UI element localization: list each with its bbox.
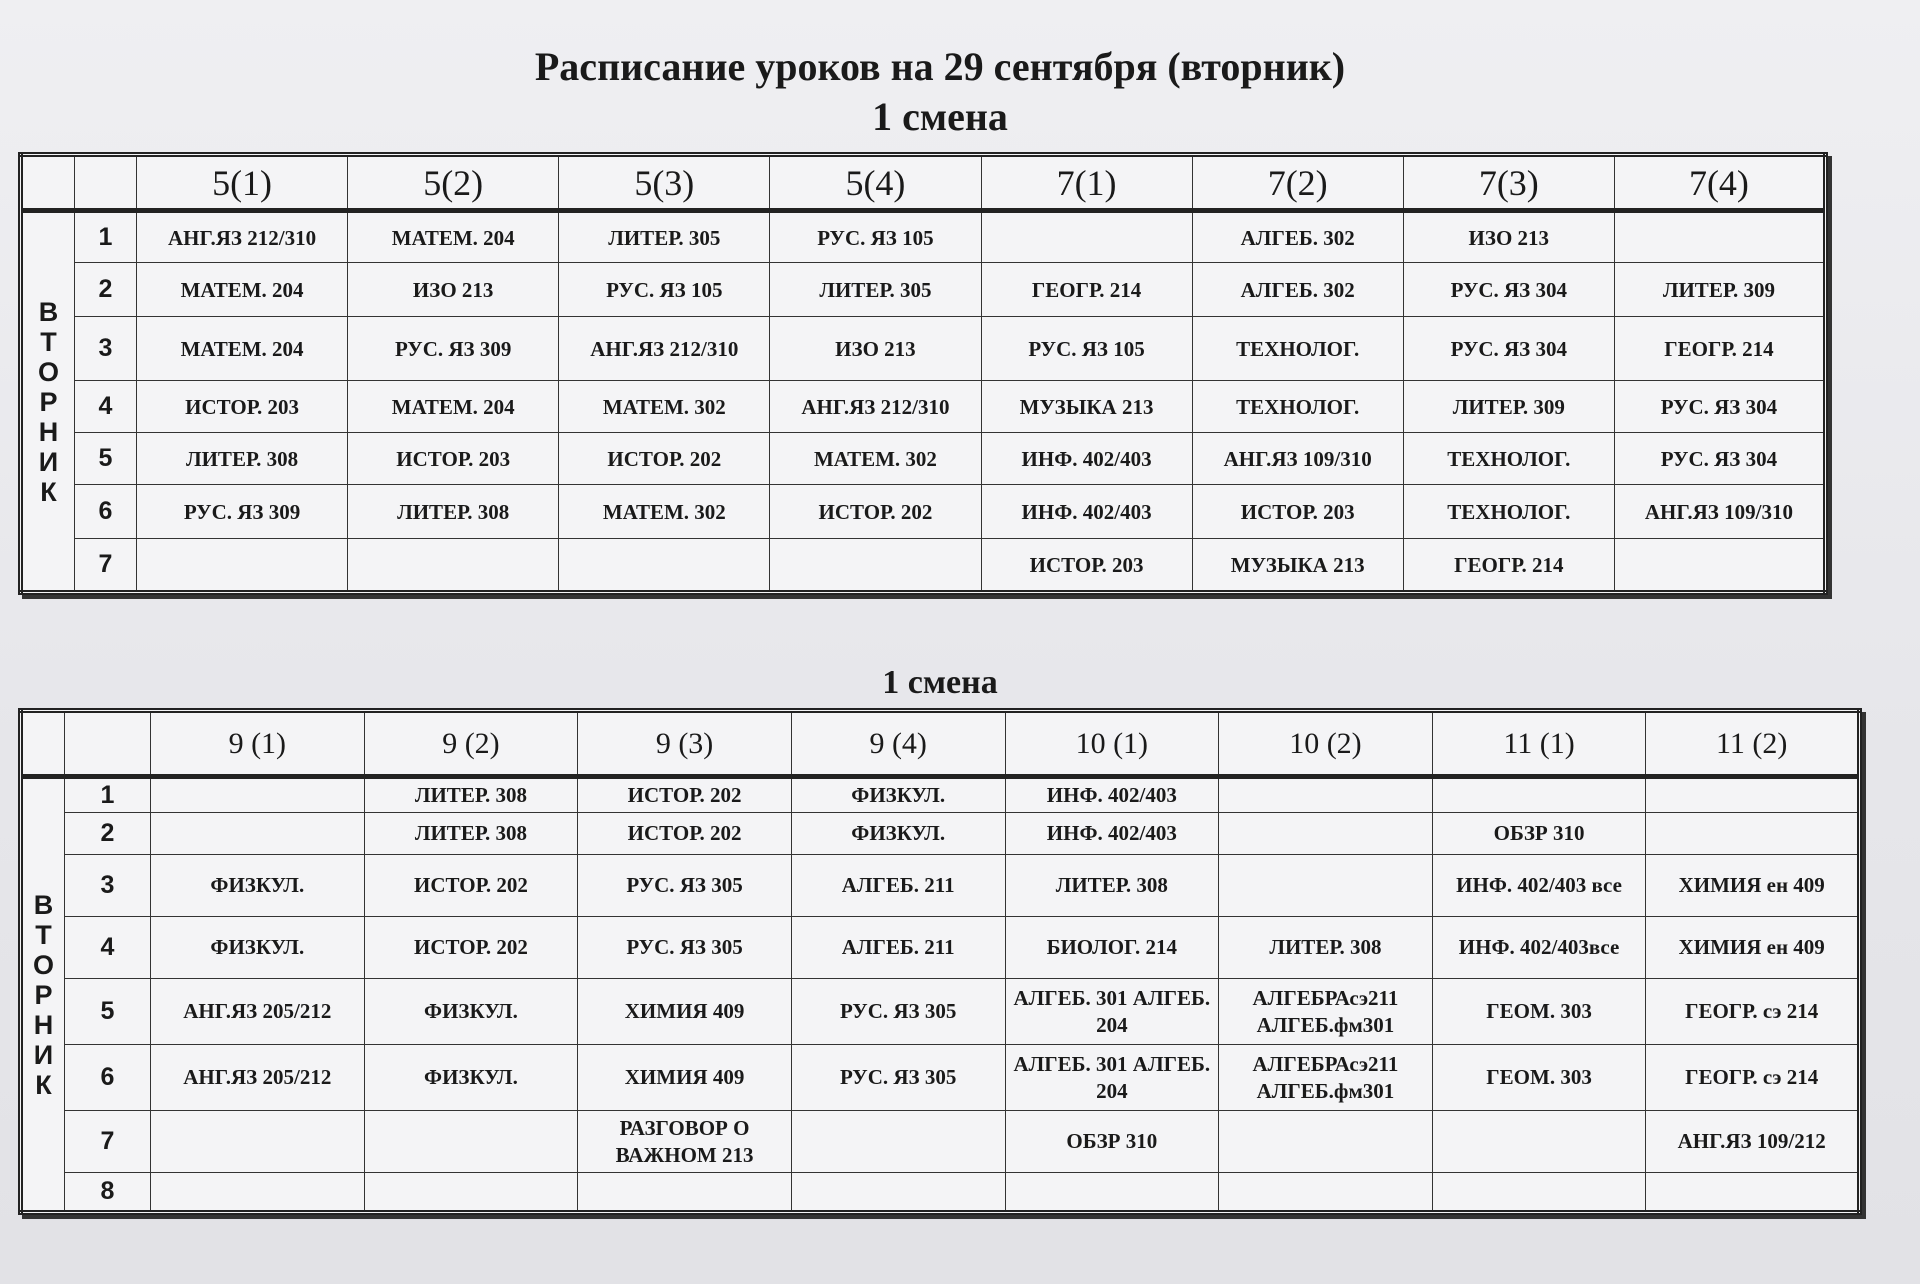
lesson-number: 3	[65, 855, 151, 917]
lesson-number: 7	[65, 1111, 151, 1173]
lesson-cell	[791, 1173, 1005, 1213]
lesson-cell	[364, 1173, 578, 1213]
lesson-cell: АНГ.ЯЗ 212/310	[137, 211, 348, 263]
lesson-cell: ИЗО 213	[348, 263, 559, 317]
lesson-number: 3	[75, 317, 137, 381]
lesson-cell	[1646, 813, 1860, 855]
lesson-cell: РУС. ЯЗ 105	[770, 211, 981, 263]
lesson-number: 5	[65, 979, 151, 1045]
page-title: Расписание уроков на 29 сентября (вторник)	[534, 44, 1346, 89]
lesson-cell	[151, 1173, 365, 1213]
lesson-cell: ИЗО 213	[770, 317, 981, 381]
lesson-cell: МУЗЫКА 213	[1192, 539, 1403, 593]
day-letter: Н	[33, 1009, 54, 1040]
day-letter: К	[40, 476, 57, 507]
lesson-cell: ИНФ. 402/403все	[1432, 917, 1646, 979]
lesson-cell: АНГ.ЯЗ 205/212	[151, 979, 365, 1045]
day-letter: Т	[35, 919, 52, 950]
lesson-cell	[364, 1111, 578, 1173]
lesson-cell: АНГ.ЯЗ 109/310	[1614, 485, 1825, 539]
lesson-cell	[1219, 855, 1433, 917]
lesson-cell: АЛГЕБ. 211	[791, 855, 1005, 917]
schedule-table-grades-5-7	[18, 152, 1828, 595]
day-letter: Т	[40, 326, 57, 357]
lesson-cell: ЛИТЕР. 305	[559, 211, 770, 263]
lesson-cell: ИСТОР. 202	[364, 917, 578, 979]
lesson-cell: РУС. ЯЗ 304	[1403, 317, 1614, 381]
lesson-cell: ИНФ. 402/403	[981, 433, 1192, 485]
lesson-cell	[151, 1111, 365, 1173]
lesson-row	[21, 263, 1826, 317]
lesson-cell	[1646, 1173, 1860, 1213]
class-header: 11 (1)	[1432, 711, 1646, 777]
lesson-cell: АНГ.ЯЗ 109/212	[1646, 1111, 1860, 1173]
lesson-cell	[1219, 777, 1433, 813]
lesson-cell: МАТЕМ. 302	[559, 381, 770, 433]
lesson-cell: РУС. ЯЗ 105	[559, 263, 770, 317]
lesson-cell	[1219, 813, 1433, 855]
class-header: 7(4)	[1614, 155, 1825, 211]
lesson-cell: РАЗГОВОР О ВАЖНОМ 213	[578, 1111, 792, 1173]
lesson-cell	[770, 539, 981, 593]
lesson-cell	[151, 813, 365, 855]
shift-label-2: 1 смена	[882, 664, 998, 701]
lesson-cell: ЛИТЕР. 308	[1005, 855, 1219, 917]
lesson-cell: РУС. ЯЗ 309	[137, 485, 348, 539]
class-header: 10 (2)	[1219, 711, 1433, 777]
class-header: 7(1)	[981, 155, 1192, 211]
lesson-cell	[1646, 777, 1860, 813]
lesson-number: 2	[65, 813, 151, 855]
corner-cell	[65, 711, 151, 777]
lesson-cell: ИСТОР. 202	[578, 777, 792, 813]
lesson-row	[21, 211, 1826, 263]
lesson-cell: ОБЗР 310	[1005, 1111, 1219, 1173]
lesson-row	[21, 917, 1860, 979]
day-letter: О	[37, 356, 59, 387]
lesson-cell: ИСТОР. 203	[1192, 485, 1403, 539]
header-row	[21, 155, 1826, 211]
day-letter: О	[32, 949, 54, 980]
lesson-number: 6	[65, 1045, 151, 1111]
lesson-cell: ИЗО 213	[1403, 211, 1614, 263]
class-header: 5(1)	[137, 155, 348, 211]
lesson-cell: ИСТОР. 202	[578, 813, 792, 855]
lesson-cell	[1614, 211, 1825, 263]
lesson-row	[21, 485, 1826, 539]
lesson-cell: ТЕХНОЛОГ.	[1403, 485, 1614, 539]
lesson-cell	[791, 1111, 1005, 1173]
lesson-cell: ИСТОР. 203	[348, 433, 559, 485]
day-label	[21, 777, 65, 1213]
lesson-cell: ИСТОР. 202	[364, 855, 578, 917]
lesson-cell: ГЕОГР. 214	[1403, 539, 1614, 593]
lesson-cell: АЛГЕБ. 302	[1192, 211, 1403, 263]
lesson-row	[21, 1045, 1860, 1111]
lesson-cell: МАТЕМ. 302	[559, 485, 770, 539]
lesson-row	[21, 539, 1826, 593]
class-header: 11 (2)	[1646, 711, 1860, 777]
lesson-cell: ТЕХНОЛОГ.	[1192, 317, 1403, 381]
lesson-cell: МАТЕМ. 302	[770, 433, 981, 485]
lesson-cell	[1005, 1173, 1219, 1213]
lesson-cell: РУС. ЯЗ 305	[791, 979, 1005, 1045]
lesson-cell: ФИЗКУЛ.	[364, 979, 578, 1045]
class-header: 9 (4)	[791, 711, 1005, 777]
class-header: 9 (1)	[151, 711, 365, 777]
lesson-cell	[1219, 1173, 1433, 1213]
lesson-cell: АЛГЕБРАсэ211 АЛГЕБ.фм301	[1219, 979, 1433, 1045]
lesson-cell: ХИМИЯ ен 409	[1646, 855, 1860, 917]
lesson-row	[21, 1111, 1860, 1173]
class-header: 5(3)	[559, 155, 770, 211]
lesson-cell: ГЕОГР. 214	[1614, 317, 1825, 381]
lesson-cell: АЛГЕБРАсэ211 АЛГЕБ.фм301	[1219, 1045, 1433, 1111]
corner-cell	[21, 711, 65, 777]
lesson-cell: МАТЕМ. 204	[348, 211, 559, 263]
lesson-cell: МАТЕМ. 204	[137, 317, 348, 381]
corner-cell	[75, 155, 137, 211]
lesson-cell	[1614, 539, 1825, 593]
lesson-number: 8	[65, 1173, 151, 1213]
lesson-cell: АНГ.ЯЗ 212/310	[559, 317, 770, 381]
lesson-row	[21, 433, 1826, 485]
lesson-cell: ХИМИЯ 409	[578, 1045, 792, 1111]
lesson-cell: ГЕОГР. сэ 214	[1646, 1045, 1860, 1111]
lesson-cell: ИНФ. 402/403 все	[1432, 855, 1646, 917]
lesson-cell: ФИЗКУЛ.	[791, 813, 1005, 855]
lesson-cell: ИСТОР. 202	[559, 433, 770, 485]
lesson-cell: ХИМИЯ ен 409	[1646, 917, 1860, 979]
lesson-number: 1	[65, 777, 151, 813]
lesson-cell: ИСТОР. 203	[981, 539, 1192, 593]
lesson-cell: АЛГЕБ. 302	[1192, 263, 1403, 317]
lesson-cell: ИСТОР. 202	[770, 485, 981, 539]
lesson-cell: МУЗЫКА 213	[981, 381, 1192, 433]
lesson-cell: ЛИТЕР. 309	[1403, 381, 1614, 433]
lesson-cell: ТЕХНОЛОГ.	[1403, 433, 1614, 485]
lesson-cell: РУС. ЯЗ 305	[791, 1045, 1005, 1111]
lesson-cell: ГЕОГР. сэ 214	[1646, 979, 1860, 1045]
class-header: 7(3)	[1403, 155, 1614, 211]
lesson-cell: ФИЗКУЛ.	[791, 777, 1005, 813]
day-letter: И	[33, 1039, 54, 1070]
lesson-cell	[1432, 1173, 1646, 1213]
lesson-row	[21, 381, 1826, 433]
lesson-cell: АНГ.ЯЗ 212/310	[770, 381, 981, 433]
lesson-row	[21, 813, 1860, 855]
lesson-number: 4	[75, 381, 137, 433]
lesson-number: 4	[65, 917, 151, 979]
lesson-cell	[578, 1173, 792, 1213]
lesson-row	[21, 979, 1860, 1045]
lesson-cell: МАТЕМ. 204	[348, 381, 559, 433]
lesson-cell: ИНФ. 402/403	[1005, 813, 1219, 855]
class-header: 5(4)	[770, 155, 981, 211]
header-row	[21, 711, 1860, 777]
day-label	[21, 211, 75, 593]
lesson-cell: АНГ.ЯЗ 205/212	[151, 1045, 365, 1111]
lesson-cell: РУС. ЯЗ 309	[348, 317, 559, 381]
lesson-cell: ЛИТЕР. 308	[1219, 917, 1433, 979]
lesson-number: 1	[75, 211, 137, 263]
lesson-cell: ИНФ. 402/403	[981, 485, 1192, 539]
lesson-cell: АЛГЕБ. 211	[791, 917, 1005, 979]
class-header: 5(2)	[348, 155, 559, 211]
day-letter: Р	[34, 979, 53, 1010]
lesson-cell	[559, 539, 770, 593]
lesson-cell: РУС. ЯЗ 105	[981, 317, 1192, 381]
lesson-cell: РУС. ЯЗ 305	[578, 917, 792, 979]
lesson-cell: РУС. ЯЗ 305	[578, 855, 792, 917]
lesson-cell	[1432, 777, 1646, 813]
lesson-cell: МАТЕМ. 204	[137, 263, 348, 317]
lesson-number: 2	[75, 263, 137, 317]
lesson-cell: АЛГЕБ. 301 АЛГЕБ. 204	[1005, 979, 1219, 1045]
lesson-cell: ТЕХНОЛОГ.	[1192, 381, 1403, 433]
lesson-cell: ЛИТЕР. 308	[348, 485, 559, 539]
lesson-cell: РУС. ЯЗ 304	[1614, 381, 1825, 433]
class-header: 7(2)	[1192, 155, 1403, 211]
lesson-cell: БИОЛОГ. 214	[1005, 917, 1219, 979]
class-header: 9 (3)	[578, 711, 792, 777]
lesson-cell: ЛИТЕР. 308	[364, 777, 578, 813]
shift-label-1: 1 смена	[872, 94, 1008, 139]
lesson-cell: ФИЗКУЛ.	[151, 917, 365, 979]
lesson-cell: ЛИТЕР. 308	[364, 813, 578, 855]
lesson-row	[21, 855, 1860, 917]
day-letter: К	[35, 1069, 52, 1100]
lesson-row	[21, 777, 1860, 813]
lesson-cell: ОБЗР 310	[1432, 813, 1646, 855]
lesson-cell	[1219, 1111, 1433, 1173]
day-letter: Н	[38, 416, 59, 447]
lesson-cell	[348, 539, 559, 593]
class-header: 10 (1)	[1005, 711, 1219, 777]
lesson-cell: ФИЗКУЛ.	[151, 855, 365, 917]
lesson-number: 6	[75, 485, 137, 539]
day-letter: Р	[39, 386, 58, 417]
lesson-cell: АНГ.ЯЗ 109/310	[1192, 433, 1403, 485]
class-header: 9 (2)	[364, 711, 578, 777]
lesson-cell: ИСТОР. 203	[137, 381, 348, 433]
day-letter: И	[38, 446, 59, 477]
lesson-cell: ХИМИЯ 409	[578, 979, 792, 1045]
lesson-cell	[1432, 1111, 1646, 1173]
lesson-cell	[981, 211, 1192, 263]
schedule-table-grades-9-11	[18, 708, 1862, 1215]
day-letter: В	[33, 889, 54, 920]
lesson-cell: ГЕОГР. 214	[981, 263, 1192, 317]
lesson-row	[21, 317, 1826, 381]
corner-cell	[21, 155, 75, 211]
lesson-cell: РУС. ЯЗ 304	[1403, 263, 1614, 317]
lesson-cell: ФИЗКУЛ.	[364, 1045, 578, 1111]
lesson-cell: ГЕОМ. 303	[1432, 979, 1646, 1045]
lesson-number: 5	[75, 433, 137, 485]
lesson-number: 7	[75, 539, 137, 593]
lesson-cell: РУС. ЯЗ 304	[1614, 433, 1825, 485]
lesson-cell	[137, 539, 348, 593]
lesson-cell: ЛИТЕР. 308	[137, 433, 348, 485]
lesson-cell: ЛИТЕР. 305	[770, 263, 981, 317]
lesson-cell: ИНФ. 402/403	[1005, 777, 1219, 813]
lesson-cell: ЛИТЕР. 309	[1614, 263, 1825, 317]
lesson-cell: ГЕОМ. 303	[1432, 1045, 1646, 1111]
day-letter: В	[38, 296, 59, 327]
lesson-cell: АЛГЕБ. 301 АЛГЕБ. 204	[1005, 1045, 1219, 1111]
lesson-row	[21, 1173, 1860, 1213]
lesson-cell	[151, 777, 365, 813]
